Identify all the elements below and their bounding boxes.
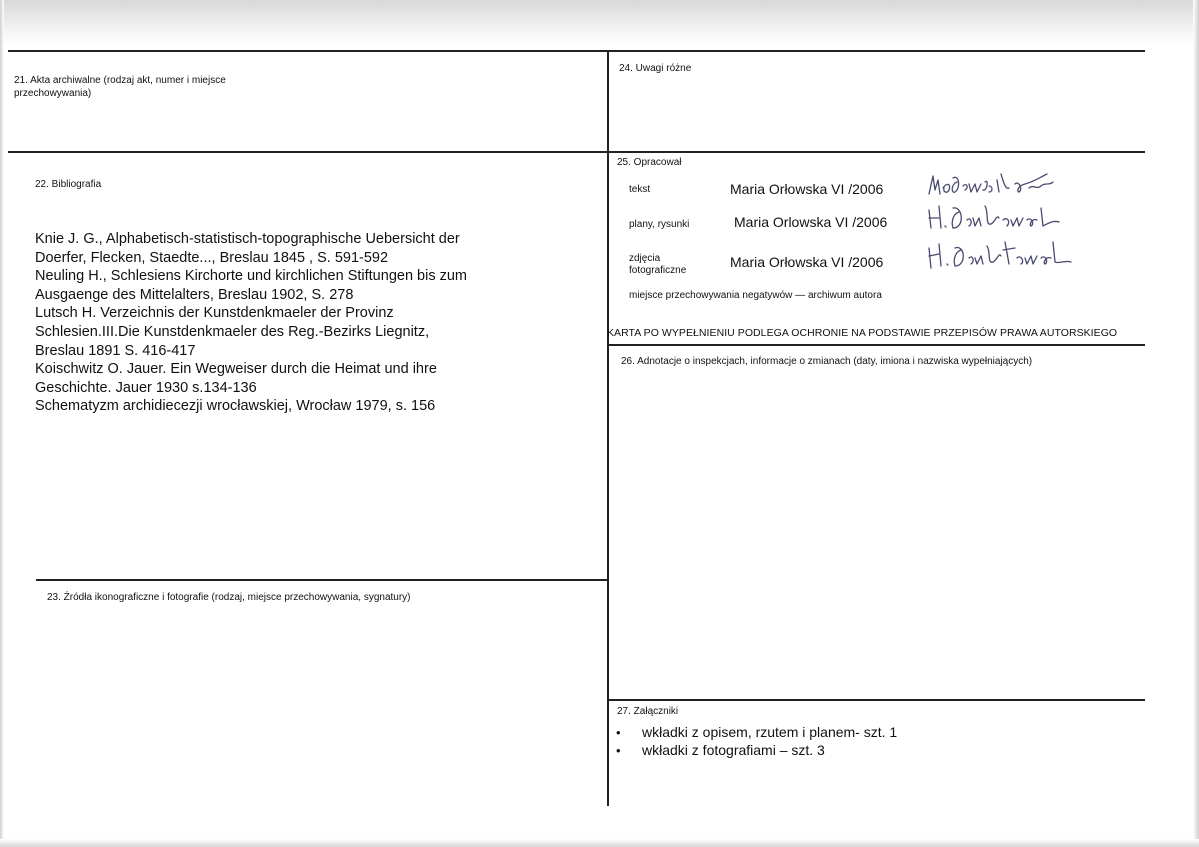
bibliography-line: Schematyzm archidiecezji wrocławskiej, Wrocław 1979, s. 156 xyxy=(35,398,436,415)
negatives-storage-line: miejsce przechowywania negatywów — archiwum autora xyxy=(629,290,882,301)
author-row-label-zdjecia xyxy=(629,253,686,277)
bibliography-line: Neuling H., Schlesiens Kirchorte und kirchlichen Stiftungen bis zum xyxy=(35,268,467,285)
author-row-value-plany: Maria Orlowska VI /2006 xyxy=(734,214,888,230)
scan-right-shadow xyxy=(1193,0,1199,847)
attachment-item xyxy=(616,742,897,760)
author-row-value-zdjecia: Maria Orłowska VI /2006 xyxy=(730,254,884,270)
attachment-item-text: wkładki z fotografiami – szt. 3 xyxy=(642,741,825,758)
bibliography-line: Breslau 1891 S. 416-417 xyxy=(35,342,196,359)
divider-25-26 xyxy=(607,344,1145,346)
bibliography-line: Knie J. G., Alphabetisch-statistisch-topographische Uebersicht der xyxy=(35,231,460,247)
scan-top-shadow xyxy=(0,0,1199,46)
section-27-label: 27. Załączniki xyxy=(617,706,679,717)
author-row-label-zdjecia-line1: zdjęcia xyxy=(629,253,661,264)
divider-22-23 xyxy=(36,579,608,581)
scan-bottom-shadow xyxy=(0,839,1199,847)
section-21-label-line2: przechowywania) xyxy=(14,88,92,99)
scan-left-shadow xyxy=(0,0,4,847)
center-vertical-line xyxy=(607,50,609,806)
attachments-list xyxy=(616,724,897,759)
bullet-icon: • xyxy=(616,742,621,758)
bibliography-line: Schlesien.III.Die Kunstdenkmaeler des Reg.-Bezirks Liegnitz, xyxy=(35,323,430,340)
section-21-label-line1: 21. Akta archiwalne (rodzaj akt, numer i miejsce xyxy=(14,75,226,86)
signature-2 xyxy=(925,198,1065,234)
attachment-item-text: wkładki z opisem, rzutem i planem- szt. 1 xyxy=(642,724,898,740)
section-25-label: 25. Opracował xyxy=(617,157,682,168)
section-22-label: 22. Bibliografia xyxy=(35,179,102,190)
bibliography-line: Geschichte. Jauer 1930 s.134-136 xyxy=(35,379,257,396)
signature-3 xyxy=(925,234,1075,272)
section-26-label: 26. Adnotacje o inspekcjach, informacje o zmianach (daty, imiona i nazwiska wypełniających) xyxy=(621,356,1033,367)
signature-1 xyxy=(925,164,1060,200)
author-row-value-tekst: Maria Orłowska VI /2006 xyxy=(730,181,884,197)
bullet-icon: • xyxy=(616,725,621,740)
author-row-label-zdjecia-line2: fotograficzne xyxy=(629,265,687,276)
copyright-notice: KARTA PO WYPEŁNIENIU PODLEGA OCHRONIE NA PODSTAWIE PRZEPISÓW PRAWA AUTORSKIEGO xyxy=(607,327,1118,339)
bibliography-line: Ausgaenge des Mittelalters, Breslau 1902, S. 278 xyxy=(35,286,354,303)
divider-24-25 xyxy=(607,151,1145,153)
divider-26-27 xyxy=(607,699,1145,701)
section-21-label xyxy=(14,74,314,100)
bibliography-line: Doerfer, Flecken, Staedte..., Breslau 1845 , S. 591-592 xyxy=(35,249,389,266)
bibliography-line: Lutsch H. Verzeichnis der Kunstdenkmaeler der Provinz xyxy=(35,305,394,322)
attachment-item xyxy=(616,724,897,742)
author-row-label-plany: plany, rysunki xyxy=(629,219,690,230)
section-23-label: 23. Źródła ikonograficzne i fotografie (rodzaj, miejsce przechowywania, sygnatury) xyxy=(47,592,411,603)
author-row-label-tekst: tekst xyxy=(629,184,651,195)
bibliography-list xyxy=(35,230,595,416)
section-24-label: 24. Uwagi różne xyxy=(619,63,692,74)
bibliography-line: Koischwitz O. Jauer. Ein Wegweiser durch die Heimat und ihre xyxy=(35,361,437,378)
top-border-line xyxy=(8,50,1145,52)
divider-21-22 xyxy=(8,151,608,153)
